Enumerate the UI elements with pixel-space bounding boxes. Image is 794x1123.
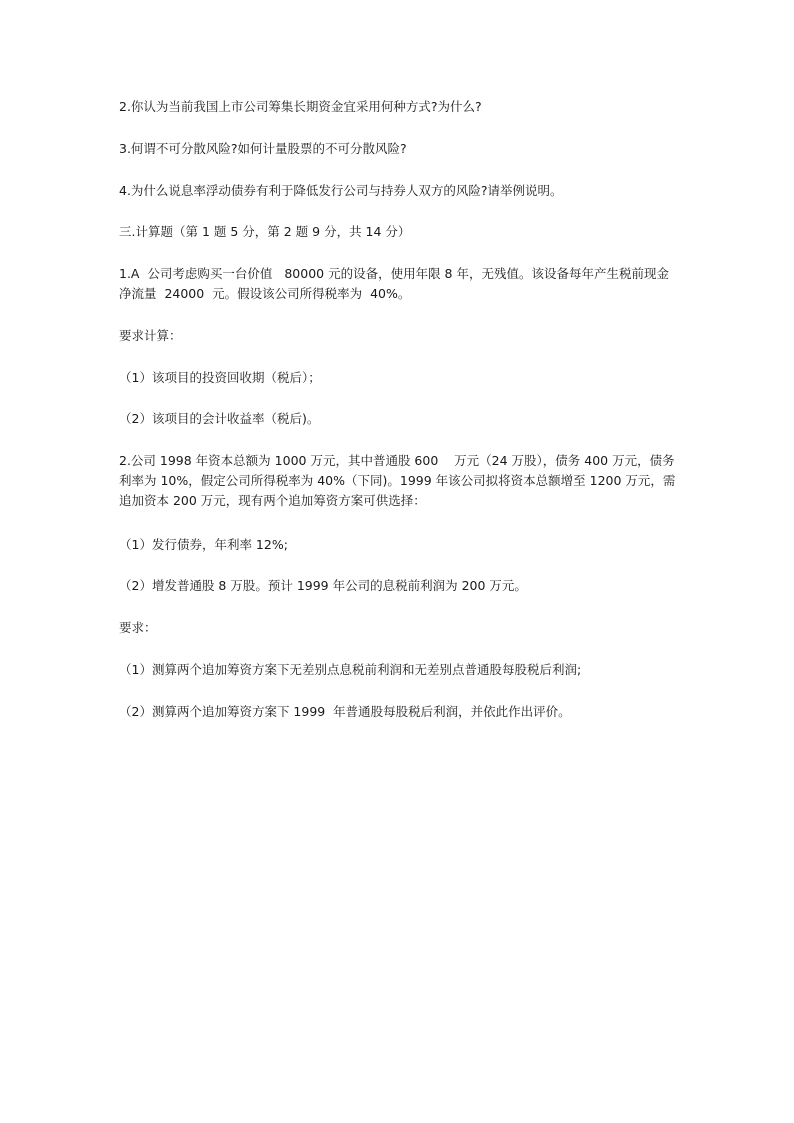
problem-2-requirement-2: （2）测算两个追加筹资方案下 1999 年普通股每股税后利润，并依此作出评价。 (119, 704, 571, 719)
problem-2-requirement-1: （1）测算两个追加筹资方案下无差别点息税前利润和无差别点普通股每股税后利润; (119, 662, 582, 677)
problem-1-requirement-label: 要求计算： (119, 328, 182, 343)
problem-2-statement: 2.公司 1998 年资本总额为 1000 万元，其中普通股 600 万元（24 万股），债务 400 万元，债务利率为 10%，假定公司所得税率为 40%（下同)。1999 年该公司拟将资本总额增至 1200 万元，需追加资本 200 万元，现有两个追加筹资方案可供选择： (119, 453, 676, 508)
problem-2-requirement-label: 要求： (119, 620, 157, 635)
problem-2-option-1: （1）发行债券，年利率 12%; (119, 537, 288, 552)
question-4: 4.为什么说息率浮动债券有利于降低发行公司与持券人双方的风险?请举例说明。 (119, 183, 563, 198)
problem-2-option-2: （2）增发普通股 8 万股。预计 1999 年公司的息税前利润为 200 万元。 (119, 578, 527, 593)
question-3: 3.何谓不可分散风险?如何计量股票的不可分散风险? (119, 141, 407, 156)
problem-1-requirement-2: （2）该项目的会计收益率（税后)。 (119, 411, 320, 426)
question-2: 2.你认为当前我国上市公司筹集长期资金宜采用何种方式?为什么? (119, 99, 482, 114)
problem-1-statement: 1.A 公司考虑购买一台价值 80000 元的设备，使用年限 8 年，无残值。该设备每年产生税前现金净流量 24000 元。假设该公司所得税率为 40%。 (119, 266, 669, 301)
problem-1-requirement-1: （1）该项目的投资回收期（税后）； (119, 370, 321, 385)
section-heading-calculation: 三.计算题（第 1 题 5 分，第 2 题 9 分，共 14 分） (119, 224, 411, 239)
